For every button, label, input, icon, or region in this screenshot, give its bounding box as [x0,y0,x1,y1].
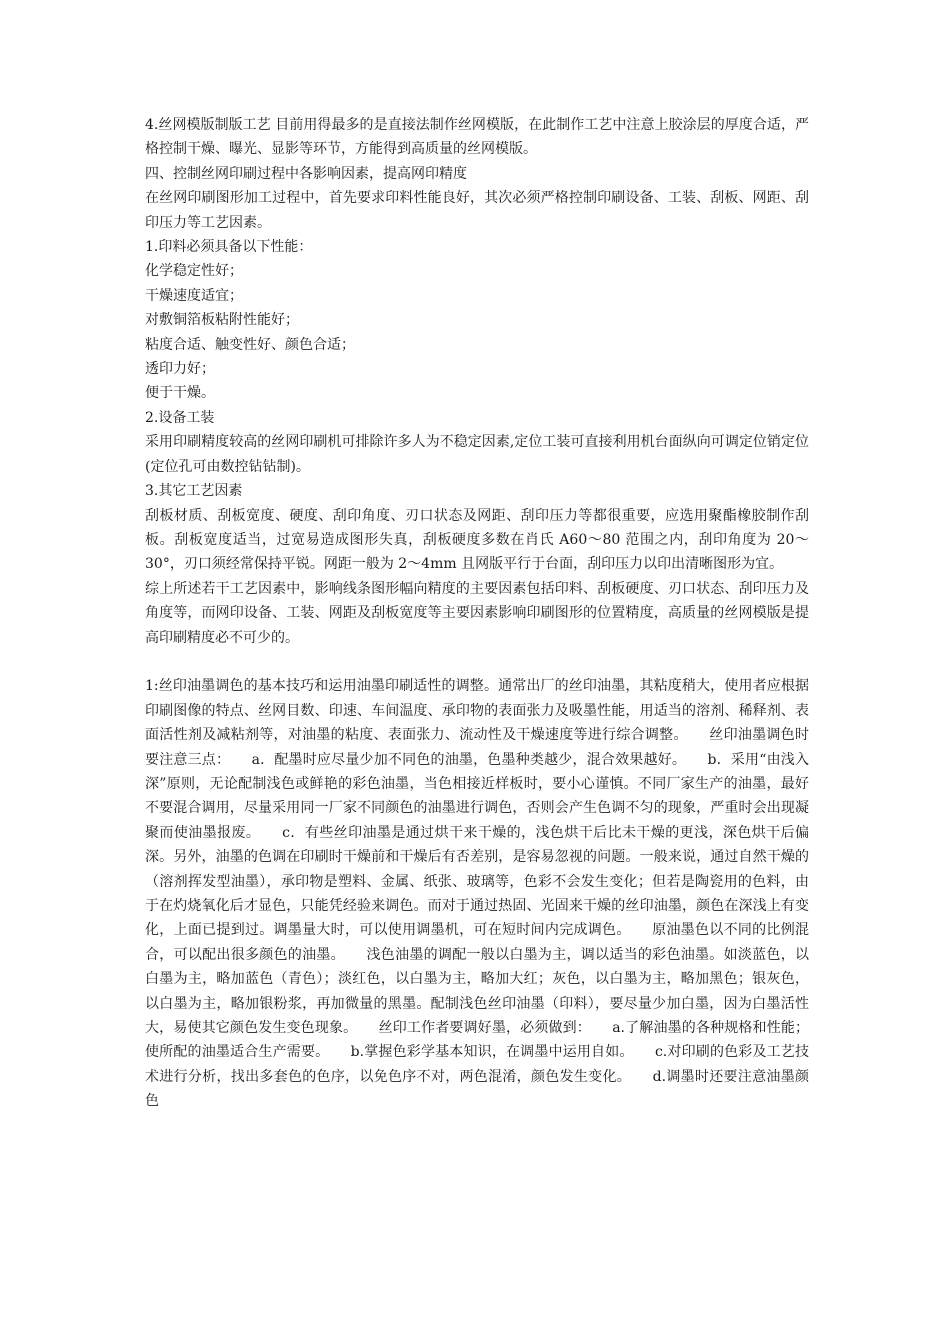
subheading-ink-properties: 1.印料必须具备以下性能： [145,239,313,256]
subheading-equipment: 2.设备工装 [145,409,215,426]
list-item: 干燥速度适宜； [145,287,243,304]
subheading-other-factors: 3.其它工艺因素 [145,483,243,500]
blank-line [145,650,809,674]
section-heading-four: 四、控制丝网印刷过程中各影响因素，提高网印精度 [145,165,467,182]
list-item: 便于干燥。 [145,385,215,402]
list-item: 透印力好； [145,361,215,378]
paragraph-stencil-process: 4.丝网模版制版工艺 目前用得最多的是直接法制作丝网模版，在此制作工艺中注意上胶涂层的厚度合适，严格控制干燥、曝光、显影等环节，方能得到高质量的丝网模版。 [145,117,809,158]
paragraph-summary: 综上所述若干工艺因素中，影响线条图形幅向精度的主要因素包括印料、刮板硬度、刃口状态、刮印压力及角度等，而网印设备、工装、网距及刮板宽度等主要因素影响印刷图形的位置精度，高质量的丝网模版是提高印刷精度必不可少的。 [145,580,809,646]
document-page [145,113,809,1114]
list-item: 化学稳定性好； [145,263,243,280]
list-item: 粘度合适、触变性好、颜色合适； [145,336,355,353]
paragraph-printing-factors: 在丝网印刷图形加工过程中，首先要求印料性能良好，其次必须严格控制印刷设备、工装、刮板、网距、刮印压力等工艺因素。 [145,190,809,231]
list-item: 对敷铜箔板粘附性能好； [145,312,299,329]
paragraph-equipment: 采用印刷精度较高的丝网印刷机可排除许多人为不稳定因素,定位工装可直接利用机台面纵向可调定位销定位(定位孔可由数控钻钻制)。 [145,434,809,475]
paragraph-ink-mixing: 1:丝印油墨调色的基本技巧和运用油墨印刷适性的调整。通常出厂的丝印油墨，其粘度稍大，使用者应根据印刷图像的特点、丝网目数、印速、车间温度、承印物的表面张力及吸墨性能，用适当的溶剂、稀释剂、表面活性剂及减粘剂等，对油墨的粘度、表面张力、流动性及干燥速度等进行综合调整。 丝印油墨调色时要注意三点： a．配墨时应尽量少加不同色的油墨，色墨种类越少，混合效果越好。 b．采用“由浅入深”原则，无论配制浅色或鲜艳的彩色油墨，当色相接近样板时，要小心谨慎。不同厂家生产的油墨，最好不要混合调用，尽量采用同一厂家不同颜色的油墨进行调色，否则会产生色调不匀的现象，严重时会出现凝聚而使油墨报废。 c．有些丝印油墨是通过烘干来干燥的，浅色烘干后比未干燥的更浅，深色烘干后偏深。另外，油墨的色调在印刷时干燥前和干燥后有否差别，是容易忽视的问题。一般来说，通过自然干燥的（溶剂挥发型油墨），承印物是塑料、金属、纸张、玻璃等，色彩不会发生变化；但若是陶瓷用的色料，由于在灼烧氧化后才显色，只能凭经验来调色。而对于通过热固、光固来干燥的丝印油墨，颜色在深浅上有变化，上面已提到过。调墨量大时，可以使用调墨机，可在短时间内完成调色。 原油墨色以不同的比例混合，可以配出很多颜色的油墨。 浅色油墨的调配一般以白墨为主，调以适当的彩色油墨。如淡蓝色，以白墨为主，略加蓝色（青色）；淡红色，以白墨为主，略加大红；灰色，以白墨为主，略加黑色；银灰色，以白墨为主，略加银粉浆，再加微量的黑墨。配制浅色丝印油墨（印料），要尽量少加白墨，因为白墨活性大，易使其它颜色发生变色现象。 丝印工作者要调好墨，必须做到： a.了解油墨的各种规格和性能；使所配的油墨适合生产需要。 b.掌握色彩学基本知识，在调墨中运用自如。 c.对印刷的色彩及工艺技术进行分析，找出多套色的色序，以免色序不对，两色混淆，颜色发生变化。 d.调墨时还要注意油墨颜色 [145,678,809,1110]
paragraph-squeegee: 刮板材质、刮板宽度、硬度、刮印角度、刃口状态及网距、刮印压力等都很重要，应选用聚酯橡胶制作刮板。刮板宽度适当，过宽易造成图形失真，刮板硬度多数在肖氏 A60～80 范围之内，刮印角度为 20～30°，刃口须经常保持平锐。网距一般为 2～4mm 且网版平行于台面，刮印压力以印出清晰图形为宜。 [145,507,809,573]
